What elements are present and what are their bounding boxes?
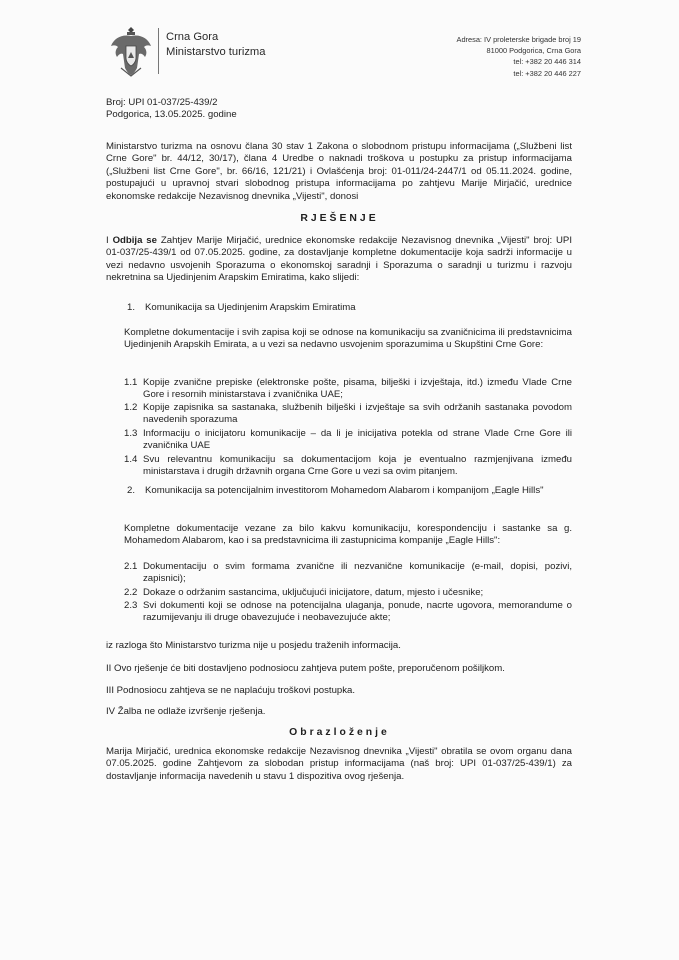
- subitem-number: 2.1: [124, 561, 138, 572]
- coat-of-arms-icon: [108, 24, 154, 78]
- point-one-intro: Kompletne dokumentacije i svih zapisa koji se odnose na komunikaciju sa zvaničnicima ili predstavnicima Ujedinjenih Arapskih Emirata, a u vezi sa nedavno usvojenim sporazumima u Skupštini Crne Gore:: [124, 327, 572, 351]
- country-name: Crna Gora: [166, 31, 219, 43]
- subitem-text: Svi dokumenti koji se odnose na potencijalna ulaganja, ponude, nacrte ugovora, memorandume o razumijevanju ili druge obavezujuće i neobavezujuće akte;: [143, 600, 572, 624]
- reference-date: Podgorica, 13.05.2025. godine: [106, 109, 237, 121]
- explanation-paragraph: Marija Mirjačić, urednica ekonomske redakcije Nezavisnog dnevnika „Vijesti" obratila se ovom organu dana 07.05.2025. godine Zahtjevom za slobodan pristup informacijama (naš broj: UPI 01-037/25-439/1) za dostavljanje informacija navedenih u stavu 1 dispozitiva ovog rješenja.: [106, 746, 572, 782]
- subitem-number: 1.1: [124, 377, 138, 388]
- decision-title: RJEŠENJE: [300, 213, 379, 224]
- subitem-text: Kopije zapisnika sa sastanaka, službenih bilješki i izvještaje sa svih održanih sastanaka povodom navedenih sporazuma: [143, 402, 572, 426]
- point-two-number: 2.: [127, 485, 136, 496]
- point-two-title: Komunikacija sa potencijalnim investitorom Mohamedom Alabarom i kompanijom „Eagle Hills": [145, 485, 544, 496]
- institution-block: [166, 30, 265, 60]
- subitem-text: Dokaze o održanim sastancima, uključujući inicijatore, datum, mjesto i učesnike;: [143, 587, 484, 598]
- section-three-line: III Podnosiocu zahtjeva se ne naplaćuju troškovi postupka.: [106, 685, 356, 696]
- section-one-verdict: Odbija se: [112, 235, 157, 246]
- subitem-text: Svu relevantnu komunikaciju sa dokumentacijom koja je eventualno razmjenjivana između ministarstava i drugih državnih organa Crne Gore u vezi sa ovim pitanjem.: [143, 454, 572, 478]
- section-one-text: Zahtjev Marije Mirjačić, urednice ekonomske redakcije Nezavisnog dnevnika „Vijesti" broj: UPI 01-037/25-439/1 od 07.05.2025. godine, za dostavljanje kompletne dokumentacije koja sadrži informacije u vezi nedavno usvojenih Sporazuma o ekonomskoj saradnji i Sporazuma o saradnji u turizmu i razvoju nekretnina sa Ujedinjenim Arapskim Emiratima, kako slijedi:: [106, 235, 572, 284]
- point-two-intro: Kompletne dokumentacije vezane za bilo kakvu komunikaciju, korespondenciju i sastanke sa g. Mohamedom Alabarom, kao i sa predstavnicima ili zastupnicima kompanije „Eagle Hills":: [124, 523, 572, 547]
- reason-line: iz razloga što Ministarstvo turizma nije u posjedu traženih informacija.: [106, 640, 401, 651]
- phone-line: tel: +382 20 446 227: [513, 68, 581, 78]
- reference-block: [106, 97, 406, 122]
- phone-line: tel: +382 20 446 314: [513, 57, 581, 67]
- subitem-text: Dokumentaciju o svim formama zvanične ili nezvanične komunikacije (e-mail, dopisi, pozivi, zapisnici);: [143, 561, 572, 585]
- subitem-text: Informaciju o inicijatoru komunikacije – da li je inicijativa potekla od strane Vlade Crne Gore ili zvaničnika UAE: [143, 428, 572, 452]
- address-line: Adresa: IV proleterske brigade broj 19: [456, 35, 581, 44]
- preamble-paragraph: Ministarstvo turizma na osnovu člana 30 stav 1 Zakona o slobodnom pristupu informacijama („Službeni list Crne Gore" br. 44/12, 30/17), člana 4 Uredbe o naknadi troškova u postupku za pristup informacijama („Službeni list Crne Gore", br. 66/16, 121/21) i Ovlašćenja broj: 01-011/24-2447/1 od 05.11.2024. godine, postupajući u upravnoj stvari slobodnog pristupa informacijama po zahtjevu Marije Mirjačić, urednice ekonomske redakcije Nezavisnog dnevnika „Vijesti", donosi: [106, 141, 572, 202]
- subitem-number: 1.4: [124, 454, 138, 465]
- point-one-number: 1.: [127, 302, 136, 313]
- header-divider: [158, 28, 159, 74]
- subitem-number: 2.2: [124, 587, 138, 598]
- subitem-number: 2.3: [124, 600, 138, 611]
- point-one-title: Komunikacija sa Ujedinjenim Arapskim Emiratima: [145, 302, 356, 313]
- section-one-prefix: I: [106, 235, 109, 246]
- subitem-text: Kopije zvanične prepiske (elektronske pošte, pisama, bilješki i izvještaja, itd.) između Vlade Crne Gore i resornih ministarstava i zvaničnika UAE;: [143, 377, 572, 401]
- subitem-number: 1.3: [124, 428, 138, 439]
- section-one-paragraph: [106, 235, 572, 285]
- subitem-number: 1.2: [124, 402, 138, 413]
- section-four-line: IV Žalba ne odlaže izvršenje rješenja.: [106, 706, 266, 717]
- address-line: 81000 Podgorica, Crna Gora: [486, 46, 581, 56]
- reference-number: Broj: UPI 01-037/25-439/2: [106, 97, 218, 108]
- ministry-name: Ministarstvo turizma: [166, 46, 266, 58]
- explanation-title: Obrazloženje: [289, 727, 390, 738]
- address-block: [457, 34, 581, 79]
- section-two-line: II Ovo rješenje će biti dostavljeno podnosiocu zahtjeva putem pošte, preporučenom pošiljkom.: [106, 663, 505, 674]
